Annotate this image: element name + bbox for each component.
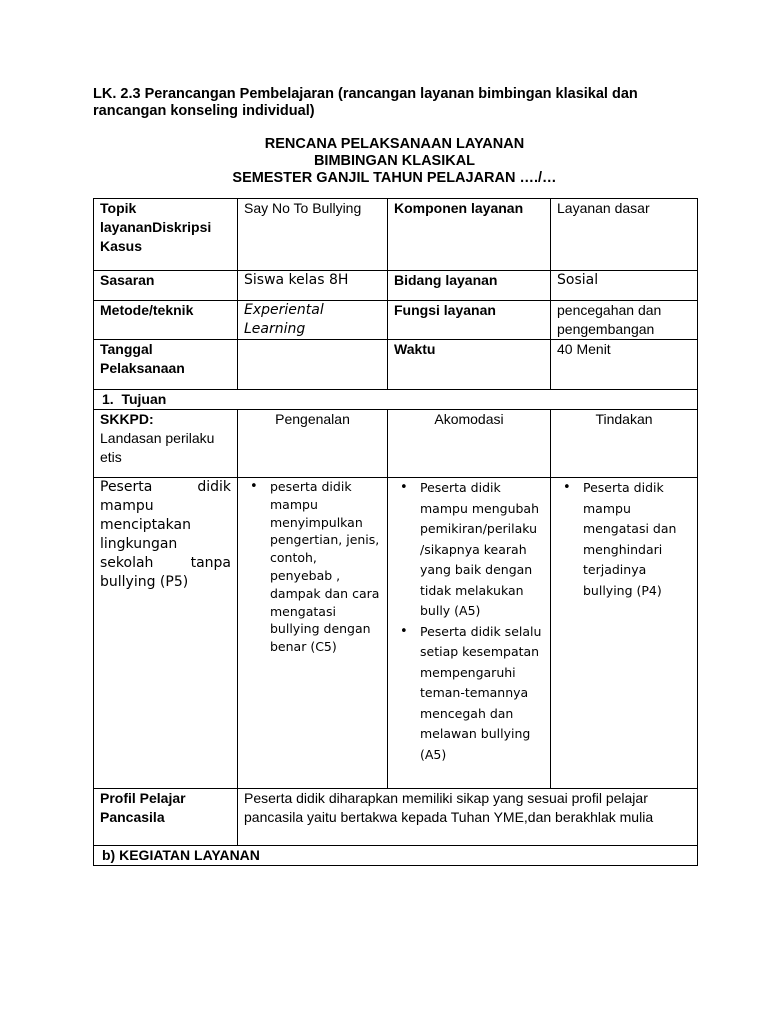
profil-label: Profil Pelajar Pancasila (94, 789, 238, 846)
akomodasi-cell (388, 478, 551, 789)
table-row (94, 301, 698, 340)
tujuan-row (94, 390, 698, 410)
kegiatan-heading: b) KEGIATAN LAYANAN (94, 846, 698, 866)
table-row (94, 410, 698, 478)
column-header-akomodasi: Akomodasi (388, 410, 551, 478)
document-title-line1: RENCANA PELAKSANAAN LAYANAN (264, 136, 525, 152)
tindakan-list (557, 478, 691, 601)
table-row (94, 340, 698, 390)
list-item: • Peserta didik mampu mengatasi dan menghindari terjadinya bullying (P4) (583, 478, 691, 601)
skkpd-label: SKKPD: (100, 411, 154, 427)
bidang-label: Bidang layanan (388, 271, 551, 301)
table-row (94, 789, 698, 846)
list-item: • Peserta didik selalu setiap kesempatan mempengaruhi teman-temannya mencegah dan melawan bullying (A5) (420, 622, 544, 766)
worksheet-title-line1: LK. 2.3 Perancangan Pembelajaran (rancangan layanan bimbingan klasikal dan (93, 86, 638, 102)
waktu-value: 40 Menit (551, 340, 698, 390)
tujuan-heading (94, 390, 698, 410)
pengenalan-cell (238, 478, 388, 789)
document-title-line2: BIMBINGAN KLASIKAL (313, 153, 476, 169)
worksheet-title (93, 86, 693, 120)
table-row (94, 478, 698, 789)
table-row (94, 846, 698, 866)
worksheet-title-line2: rancangan konseling individual) (93, 103, 315, 119)
bidang-value: Sosial (551, 271, 698, 301)
topik-label: Topik layananDiskripsi Kasus (94, 199, 238, 271)
document-title (93, 136, 696, 187)
skkpd-text: Peserta didik mampu menciptakan lingkungan sekolah tanpa bullying (P5) (94, 478, 238, 789)
skkpd-header (94, 410, 238, 478)
waktu-label: Waktu (388, 340, 551, 390)
fungsi-label: Fungsi layanan (388, 301, 551, 340)
metode-value: Experiental Learning (238, 301, 388, 340)
sasaran-label: Sasaran (94, 271, 238, 301)
rpl-table (93, 198, 698, 866)
tujuan-number: 1. (102, 391, 114, 407)
metode-label: Metode/teknik (94, 301, 238, 340)
table-row (94, 199, 698, 271)
column-header-pengenalan: Pengenalan (238, 410, 388, 478)
skkpd-description: Landasan perilaku etis (100, 430, 215, 465)
topik-value: Say No To Bullying (238, 199, 388, 271)
fungsi-value: pencegahan dan pengembangan (551, 301, 698, 340)
tindakan-cell (551, 478, 698, 789)
komponen-value: Layanan dasar (551, 199, 698, 271)
document-title-line3: SEMESTER GANJIL TAHUN PELAJARAN …./… (232, 170, 557, 186)
profil-value: Peserta didik diharapkan memiliki sikap yang sesuai profil pelajar pancasila yaitu bertakwa kepada Tuhan YME,dan berakhlak mulia (238, 789, 698, 846)
akomodasi-list (394, 478, 544, 765)
table-row (94, 271, 698, 301)
list-item: • peserta didik mampu menyimpulkan pengertian, jenis, contoh, penyebab , dampak dan cara mengatasi bullying dengan benar (C5) (270, 478, 381, 656)
list-item: • Peserta didik mampu mengubah pemikiran/perilaku /sikapnya kearah yang baik dengan tidak melakukan bully (A5) (420, 478, 544, 622)
tujuan-label: Tujuan (121, 391, 167, 407)
komponen-label: Komponen layanan (388, 199, 551, 271)
tanggal-value (238, 340, 388, 390)
column-header-tindakan: Tindakan (551, 410, 698, 478)
tanggal-label: Tanggal Pelaksanaan (94, 340, 238, 390)
sasaran-value: Siswa kelas 8H (238, 271, 388, 301)
pengenalan-list (244, 478, 381, 656)
